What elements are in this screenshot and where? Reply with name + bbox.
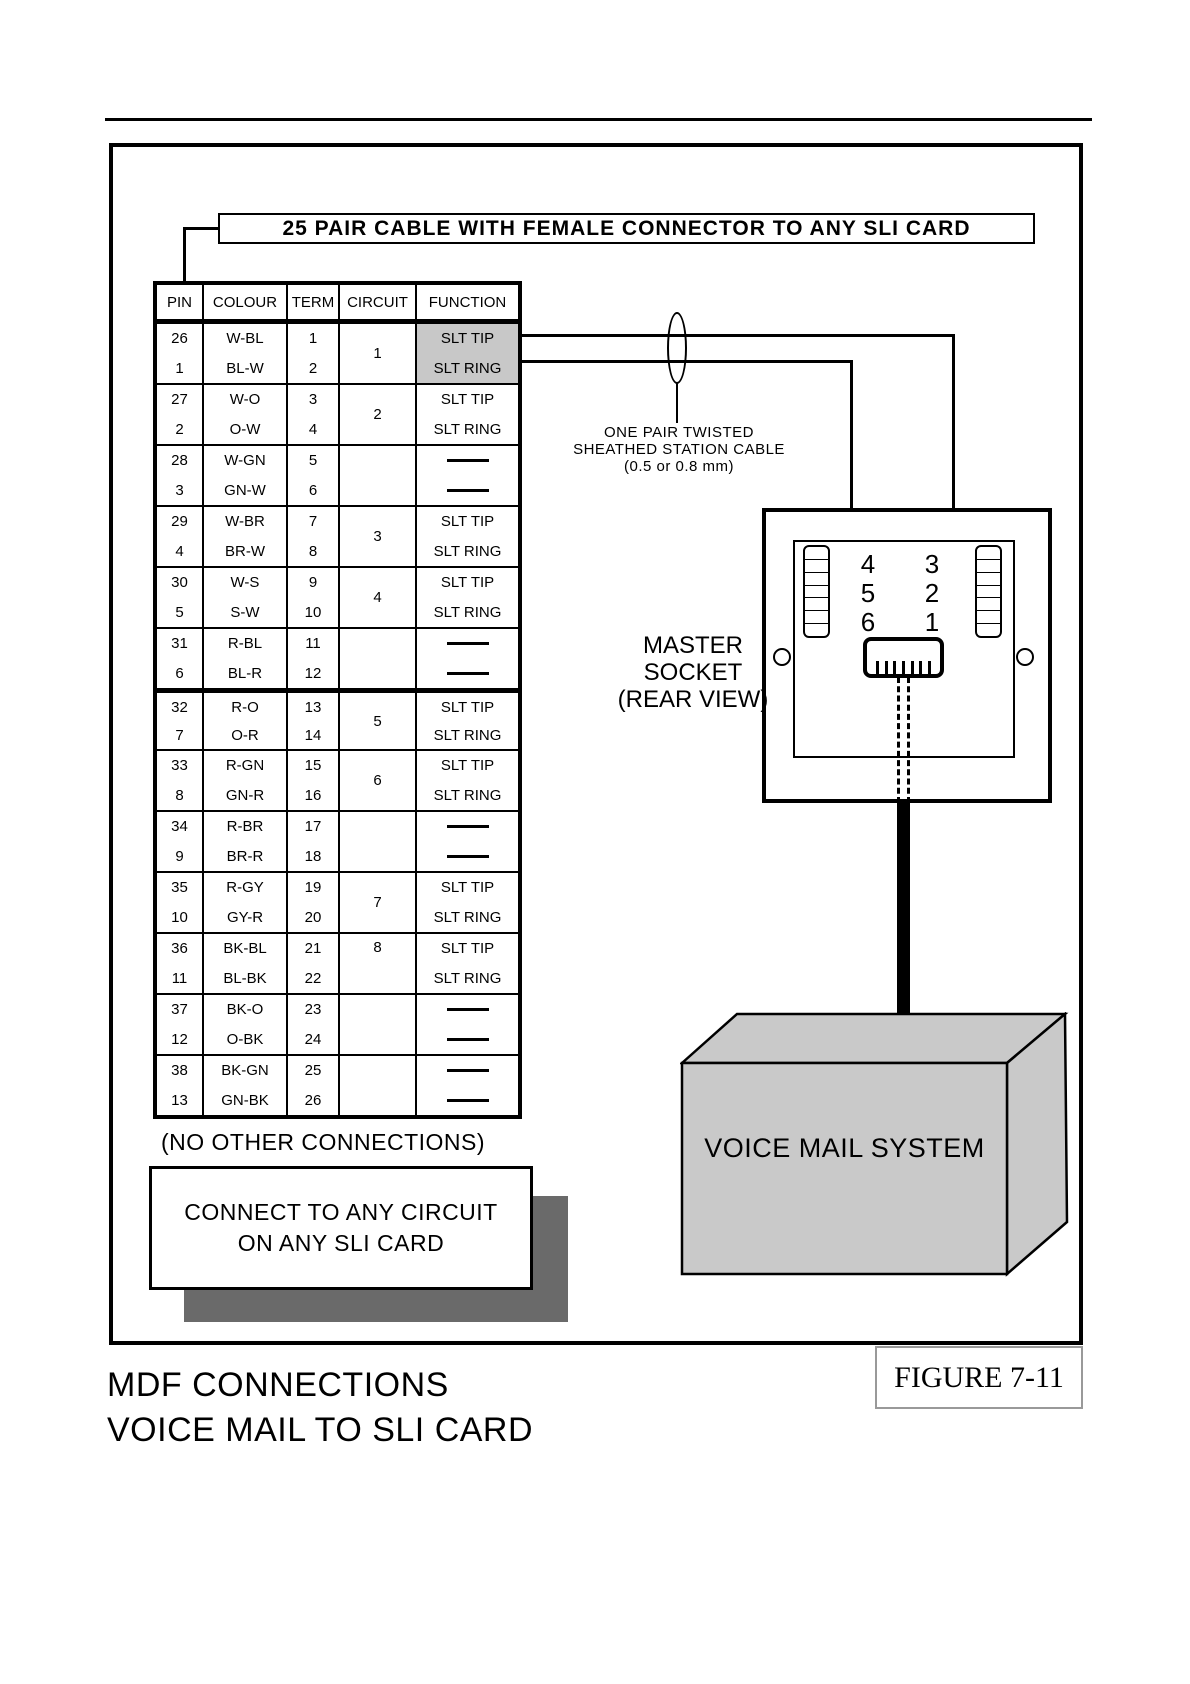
socket-terminal-number: 6 (860, 607, 876, 637)
colour-cell-column (204, 629, 288, 688)
term-cell: 11 (305, 635, 321, 653)
function-column (417, 568, 518, 627)
colour-cell: BK-BL (223, 940, 267, 958)
twisted-pair-leader-line (676, 382, 678, 423)
no-connection-cell (417, 1086, 518, 1116)
banner-connector-vertical (183, 227, 186, 283)
banner-title-box (218, 213, 1035, 244)
colour-cell-column (204, 812, 288, 871)
figure-title-line2: VOICE MAIL TO SLI CARD (107, 1411, 534, 1449)
terminal-cell (805, 547, 828, 560)
socket-screw-hole-left (773, 648, 791, 666)
table-header-cell: TERM (288, 285, 340, 319)
cable-note-line1: ONE PAIR TWISTED (604, 424, 754, 441)
function-cell: SLT TIP (440, 940, 495, 958)
pin-cell: 11 (171, 969, 188, 987)
table-row-block (157, 871, 518, 932)
pin-cell: 3 (175, 481, 184, 499)
function-column (417, 693, 518, 749)
term-cell: 5 (308, 452, 318, 470)
no-connection-cell (417, 842, 518, 872)
term-cell: 9 (308, 574, 318, 592)
colour-cell: BR-R (226, 847, 264, 865)
colour-cell: W-BR (225, 513, 265, 531)
table-row-block (157, 993, 518, 1054)
pin-cell: 9 (175, 847, 184, 865)
term-cell: 24 (304, 1030, 322, 1048)
table-row-block (157, 505, 518, 566)
function-column (417, 324, 518, 383)
table-row-block (157, 810, 518, 871)
table-row-block (157, 322, 518, 383)
term-cell-column (288, 568, 340, 627)
term-cell: 2 (308, 359, 318, 377)
colour-cell-column (204, 1056, 288, 1115)
pin-cell: 2 (175, 420, 184, 438)
term-cell-column (288, 934, 340, 993)
table-header-cell: CIRCUIT (340, 285, 417, 319)
no-connection-dash (447, 1038, 489, 1041)
socket-terminal-number: 4 (860, 549, 876, 579)
socket-right-terminal-numbers (915, 550, 949, 637)
circuit-cell: 6 (340, 751, 417, 810)
table-row-block (157, 1054, 518, 1115)
term-cell: 8 (308, 542, 318, 560)
term-cell: 7 (308, 513, 318, 531)
function-cell: SLT TIP (440, 391, 495, 409)
pin-cell: 28 (171, 452, 188, 470)
no-connection-cell (417, 629, 518, 659)
no-connection-cell (417, 995, 518, 1025)
pin-cell-column (157, 812, 204, 871)
socket-label-line2: SOCKET (643, 659, 743, 686)
function-cell: SLT RING (433, 969, 502, 987)
no-connection-cell (417, 446, 518, 476)
pin-cell: 31 (171, 635, 188, 653)
cable-note-line2: SHEATHED STATION CABLE (573, 441, 785, 458)
terminal-block-right (975, 545, 1002, 638)
wire-slt-tip-horizontal (522, 334, 955, 337)
pin-cell-column (157, 324, 204, 383)
no-connection-dash (447, 1099, 489, 1102)
colour-cell: S-W (230, 603, 260, 621)
function-column (417, 751, 518, 810)
colour-cell-column (204, 693, 288, 749)
jack-tooth (876, 661, 879, 674)
pin-cell-column (157, 693, 204, 749)
terminal-cell (977, 586, 1000, 599)
function-column (417, 873, 518, 932)
pin-cell-column (157, 568, 204, 627)
colour-cell: O-BK (226, 1030, 264, 1048)
terminal-cell (977, 611, 1000, 624)
function-column (417, 995, 518, 1054)
term-cell: 10 (304, 603, 322, 621)
no-connection-cell (417, 476, 518, 506)
pin-cell: 10 (171, 908, 188, 926)
term-cell: 6 (308, 481, 318, 499)
page-top-rule (105, 118, 1092, 121)
term-cell-column (288, 873, 340, 932)
function-cell: SLT TIP (440, 698, 495, 716)
circuit-cell (340, 812, 417, 871)
circuit-cell: 3 (340, 507, 417, 566)
table-row-block (157, 688, 518, 749)
pin-cell: 30 (171, 574, 188, 592)
function-cell: SLT TIP (440, 513, 495, 531)
function-cell: SLT TIP (440, 757, 495, 775)
cable-note (554, 424, 804, 475)
twisted-pair-ellipse-icon (667, 312, 687, 384)
pin-cell-column (157, 629, 204, 688)
terminal-block-left (803, 545, 830, 638)
no-connection-cell (417, 1056, 518, 1086)
term-cell: 21 (304, 940, 322, 958)
jack-tooth (902, 661, 905, 674)
colour-cell: R-O (231, 698, 259, 716)
term-cell-column (288, 995, 340, 1054)
terminal-cell (977, 547, 1000, 560)
function-cell: SLT RING (433, 726, 502, 744)
pin-cell-column (157, 934, 204, 993)
terminal-cell (805, 573, 828, 586)
pin-cell: 33 (171, 757, 188, 775)
banner-connector-horizontal (183, 227, 219, 230)
pin-cell: 1 (175, 359, 184, 377)
colour-cell: GN-R (225, 786, 265, 804)
colour-cell-column (204, 568, 288, 627)
terminal-cell (977, 573, 1000, 586)
circuit-cell: 4 (340, 568, 417, 627)
no-connection-cell (417, 812, 518, 842)
term-cell: 13 (304, 698, 322, 716)
pin-cell: 12 (171, 1030, 188, 1048)
no-connection-dash (447, 825, 489, 828)
colour-cell: BL-R (227, 664, 263, 682)
function-column (417, 629, 518, 688)
pin-cell: 26 (171, 330, 188, 348)
colour-cell-column (204, 385, 288, 444)
voice-mail-box-front-face (682, 1063, 1007, 1274)
table-header-cell: PIN (157, 285, 204, 319)
table-row-block (157, 444, 518, 505)
function-column (417, 934, 518, 993)
terminal-cell (805, 598, 828, 611)
pin-cell: 32 (171, 698, 188, 716)
term-cell: 1 (308, 330, 318, 348)
no-connection-dash (447, 1008, 489, 1011)
jack-cord-dashed-line-right (907, 677, 910, 803)
colour-cell: GN-BK (221, 1091, 269, 1109)
terminal-cell (805, 560, 828, 573)
figure-number-box (875, 1346, 1083, 1409)
pin-cell: 35 (171, 879, 188, 897)
term-cell-column (288, 1056, 340, 1115)
function-cell: SLT TIP (440, 574, 495, 592)
no-connection-dash (447, 459, 489, 462)
colour-cell-column (204, 995, 288, 1054)
colour-cell: R-BL (227, 635, 263, 653)
pin-cell: 13 (171, 1091, 188, 1109)
table-header-cell: FUNCTION (428, 293, 507, 311)
no-connection-dash (447, 642, 489, 645)
pin-cell: 29 (171, 513, 188, 531)
station-cable (897, 801, 910, 1018)
pin-cell: 34 (171, 818, 188, 836)
socket-left-terminal-numbers (851, 550, 885, 637)
socket-terminal-number: 2 (924, 578, 940, 608)
pin-cell: 8 (175, 786, 184, 804)
pin-cell-column (157, 995, 204, 1054)
colour-cell: R-GY (226, 879, 264, 897)
term-cell-column (288, 324, 340, 383)
wire-slt-ring-horizontal (522, 360, 853, 363)
cable-note-line3: (0.5 or 0.8 mm) (623, 458, 735, 475)
term-cell: 26 (304, 1091, 322, 1109)
term-cell-column (288, 629, 340, 688)
socket-terminal-number: 1 (924, 607, 940, 637)
jack-tooth (919, 661, 922, 674)
colour-cell: GY-R (226, 908, 264, 926)
jack-cord-dashed-line-left (897, 677, 900, 803)
pin-cell: 27 (171, 391, 188, 409)
colour-cell: W-GN (224, 452, 266, 470)
pin-cell: 37 (171, 1001, 188, 1019)
pin-cell: 6 (175, 664, 184, 682)
table-header-cell: COLOUR (204, 285, 288, 319)
colour-cell-column (204, 934, 288, 993)
connect-note-line1: CONNECT TO ANY CIRCUIT (184, 1199, 498, 1225)
socket-label-line3: (REAR VIEW) (617, 686, 769, 713)
circuit-cell: 8 (340, 934, 417, 993)
no-connection-cell (417, 1025, 518, 1055)
circuit-cell (340, 1056, 417, 1115)
colour-cell-column (204, 873, 288, 932)
figure-number-label: FIGURE 7-11 (894, 1360, 1064, 1394)
pin-cell: 36 (171, 940, 188, 958)
circuit-cell: 5 (340, 693, 417, 749)
term-cell-column (288, 446, 340, 505)
circuit-cell: 2 (340, 385, 417, 444)
function-column (417, 507, 518, 566)
function-cell: SLT TIP (440, 879, 495, 897)
jack-tooth (928, 661, 931, 674)
colour-cell-column (204, 446, 288, 505)
terminal-cell (977, 598, 1000, 611)
pin-cell: 4 (175, 542, 184, 560)
socket-jack-opening (863, 637, 944, 678)
table-row-block (157, 383, 518, 444)
table-row-block (157, 932, 518, 993)
no-connection-dash (447, 855, 489, 858)
table-row-block (157, 627, 518, 688)
colour-cell: O-W (229, 420, 261, 438)
function-column (417, 446, 518, 505)
pin-cell-column (157, 1056, 204, 1115)
function-cell: SLT RING (433, 786, 502, 804)
jack-tooth (893, 661, 896, 674)
term-cell-column (288, 507, 340, 566)
no-connection-dash (447, 672, 489, 675)
banner-title: 25 PAIR CABLE WITH FEMALE CONNECTOR TO ANY SLI CARD (282, 216, 971, 240)
pin-cell: 38 (171, 1062, 188, 1080)
voice-mail-box-top-face (682, 1014, 1065, 1063)
colour-cell: BK-GN (221, 1062, 269, 1080)
pin-cell-column (157, 507, 204, 566)
term-cell: 19 (304, 879, 322, 897)
circuit-cell (340, 995, 417, 1054)
no-connection-dash (447, 1069, 489, 1072)
function-cell: SLT RING (433, 908, 502, 926)
function-cell: SLT RING (433, 542, 502, 560)
term-cell: 4 (308, 420, 318, 438)
term-cell-column (288, 385, 340, 444)
socket-label-line1: MASTER (642, 632, 743, 659)
terminal-cell (977, 624, 1000, 636)
mdf-table (153, 281, 522, 1119)
pin-cell: 7 (175, 726, 184, 744)
circuit-cell (340, 446, 417, 505)
term-cell: 25 (304, 1062, 322, 1080)
term-cell: 12 (304, 664, 322, 682)
socket-terminal-number: 3 (924, 549, 940, 579)
term-cell: 16 (304, 786, 322, 804)
term-cell: 20 (304, 908, 322, 926)
colour-cell: BR-W (225, 542, 265, 560)
term-cell-column (288, 693, 340, 749)
connect-note-line2: ON ANY SLI CARD (237, 1230, 445, 1256)
colour-cell: W-O (229, 391, 261, 409)
colour-cell: BL-W (226, 359, 264, 377)
colour-cell: GN-W (224, 481, 266, 499)
colour-cell: W-S (230, 574, 260, 592)
function-cell: SLT TIP (440, 330, 495, 348)
function-cell: SLT RING (433, 603, 502, 621)
figure-title (107, 1363, 533, 1453)
pin-cell-column (157, 751, 204, 810)
circuit-cell (340, 629, 417, 688)
pin-cell-column (157, 873, 204, 932)
no-other-connections-note: (NO OTHER CONNECTIONS) (160, 1129, 486, 1155)
colour-cell: BK-O (226, 1001, 264, 1019)
term-cell: 22 (304, 969, 322, 987)
figure-title-line1: MDF CONNECTIONS (107, 1366, 449, 1404)
no-connection-cell (417, 659, 518, 689)
function-column (417, 385, 518, 444)
term-cell-column (288, 751, 340, 810)
term-cell: 18 (304, 847, 322, 865)
colour-cell-column (204, 324, 288, 383)
pin-cell-column (157, 446, 204, 505)
function-cell: SLT RING (433, 359, 502, 377)
jack-tooth (885, 661, 888, 674)
colour-cell-column (204, 751, 288, 810)
function-column (417, 812, 518, 871)
colour-cell: R-BR (226, 818, 264, 836)
term-cell: 14 (304, 726, 322, 744)
pin-cell: 5 (175, 603, 184, 621)
socket-terminal-number: 5 (860, 578, 876, 608)
circuit-cell: 1 (340, 324, 417, 383)
colour-cell: R-GN (225, 757, 265, 775)
term-cell: 17 (304, 818, 322, 836)
terminal-cell (805, 611, 828, 624)
table-row-block (157, 749, 518, 810)
connect-note-box (149, 1166, 533, 1290)
colour-cell: W-BL (226, 330, 264, 348)
voice-mail-system-label: VOICE MAIL SYSTEM (704, 1133, 985, 1163)
term-cell: 15 (304, 757, 322, 775)
master-socket-label (613, 632, 773, 713)
function-column (417, 1056, 518, 1115)
jack-tooth (911, 661, 914, 674)
no-connection-dash (447, 489, 489, 492)
table-row-block (157, 566, 518, 627)
circuit-cell: 7 (340, 873, 417, 932)
terminal-cell (977, 560, 1000, 573)
term-cell: 3 (308, 391, 318, 409)
socket-screw-hole-right (1016, 648, 1034, 666)
terminal-cell (805, 586, 828, 599)
colour-cell-column (204, 507, 288, 566)
term-cell-column (288, 812, 340, 871)
pin-cell-column (157, 385, 204, 444)
colour-cell: BL-BK (223, 969, 267, 987)
table-header-row (157, 285, 518, 322)
terminal-cell (805, 624, 828, 636)
function-cell: SLT RING (433, 420, 502, 438)
colour-cell: O-R (231, 726, 259, 744)
term-cell: 23 (304, 1001, 322, 1019)
